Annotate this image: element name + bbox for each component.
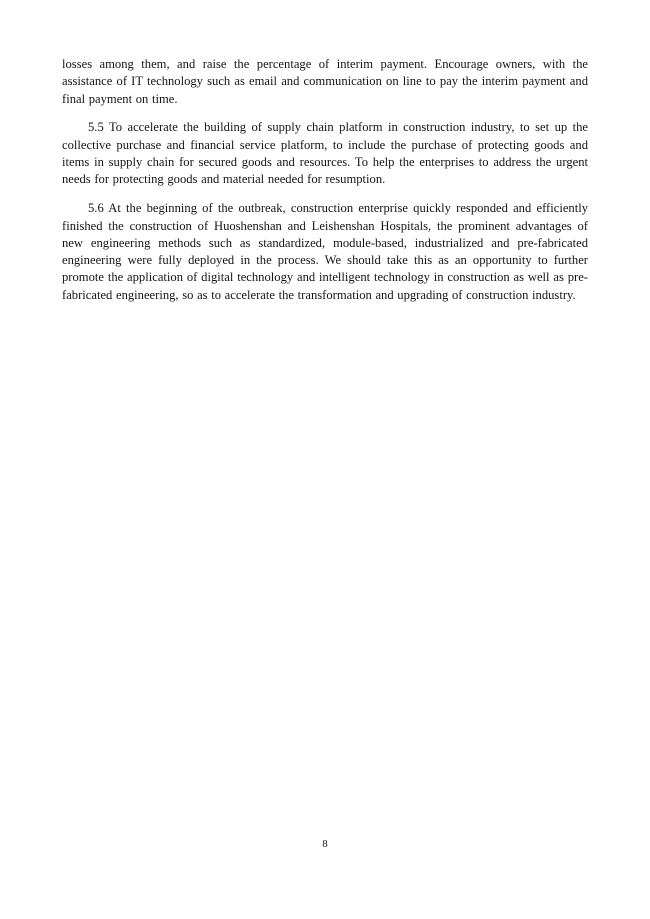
paragraph-continuation: losses among them, and raise the percentage of interim payment. Encourage owners, with the assistance of IT technology such as email and communication on line to pay the interim payment and final payment on time. xyxy=(62,57,588,106)
page-body-text xyxy=(62,56,588,304)
paragraph-section-5-5: 5.5 To accelerate the building of supply chain platform in construction industry, to set up the collective purchase and financial service platform, to include the purchase of protecting goods and items in supply chain for secured goods and resources. To help the enterprises to address the urgent needs for protecting goods and material needed for resumption. xyxy=(62,120,588,187)
paragraph-section-5-6: 5.6 At the beginning of the outbreak, construction enterprise quickly responded and efficiently finished the construction of Huoshenshan and Leishenshan Hospitals, the prominent advantages of new engineering methods such as standardized, module-based, industrialized and pre-fabricated engineering were fully deployed in the process. We should take this as an opportunity to further promote the application of digital technology and intelligent technology in construction as well as pre-fabricated engineering, so as to accelerate the transformation and upgrading of construction industry. xyxy=(62,201,588,302)
page-number: 8 xyxy=(322,839,328,850)
